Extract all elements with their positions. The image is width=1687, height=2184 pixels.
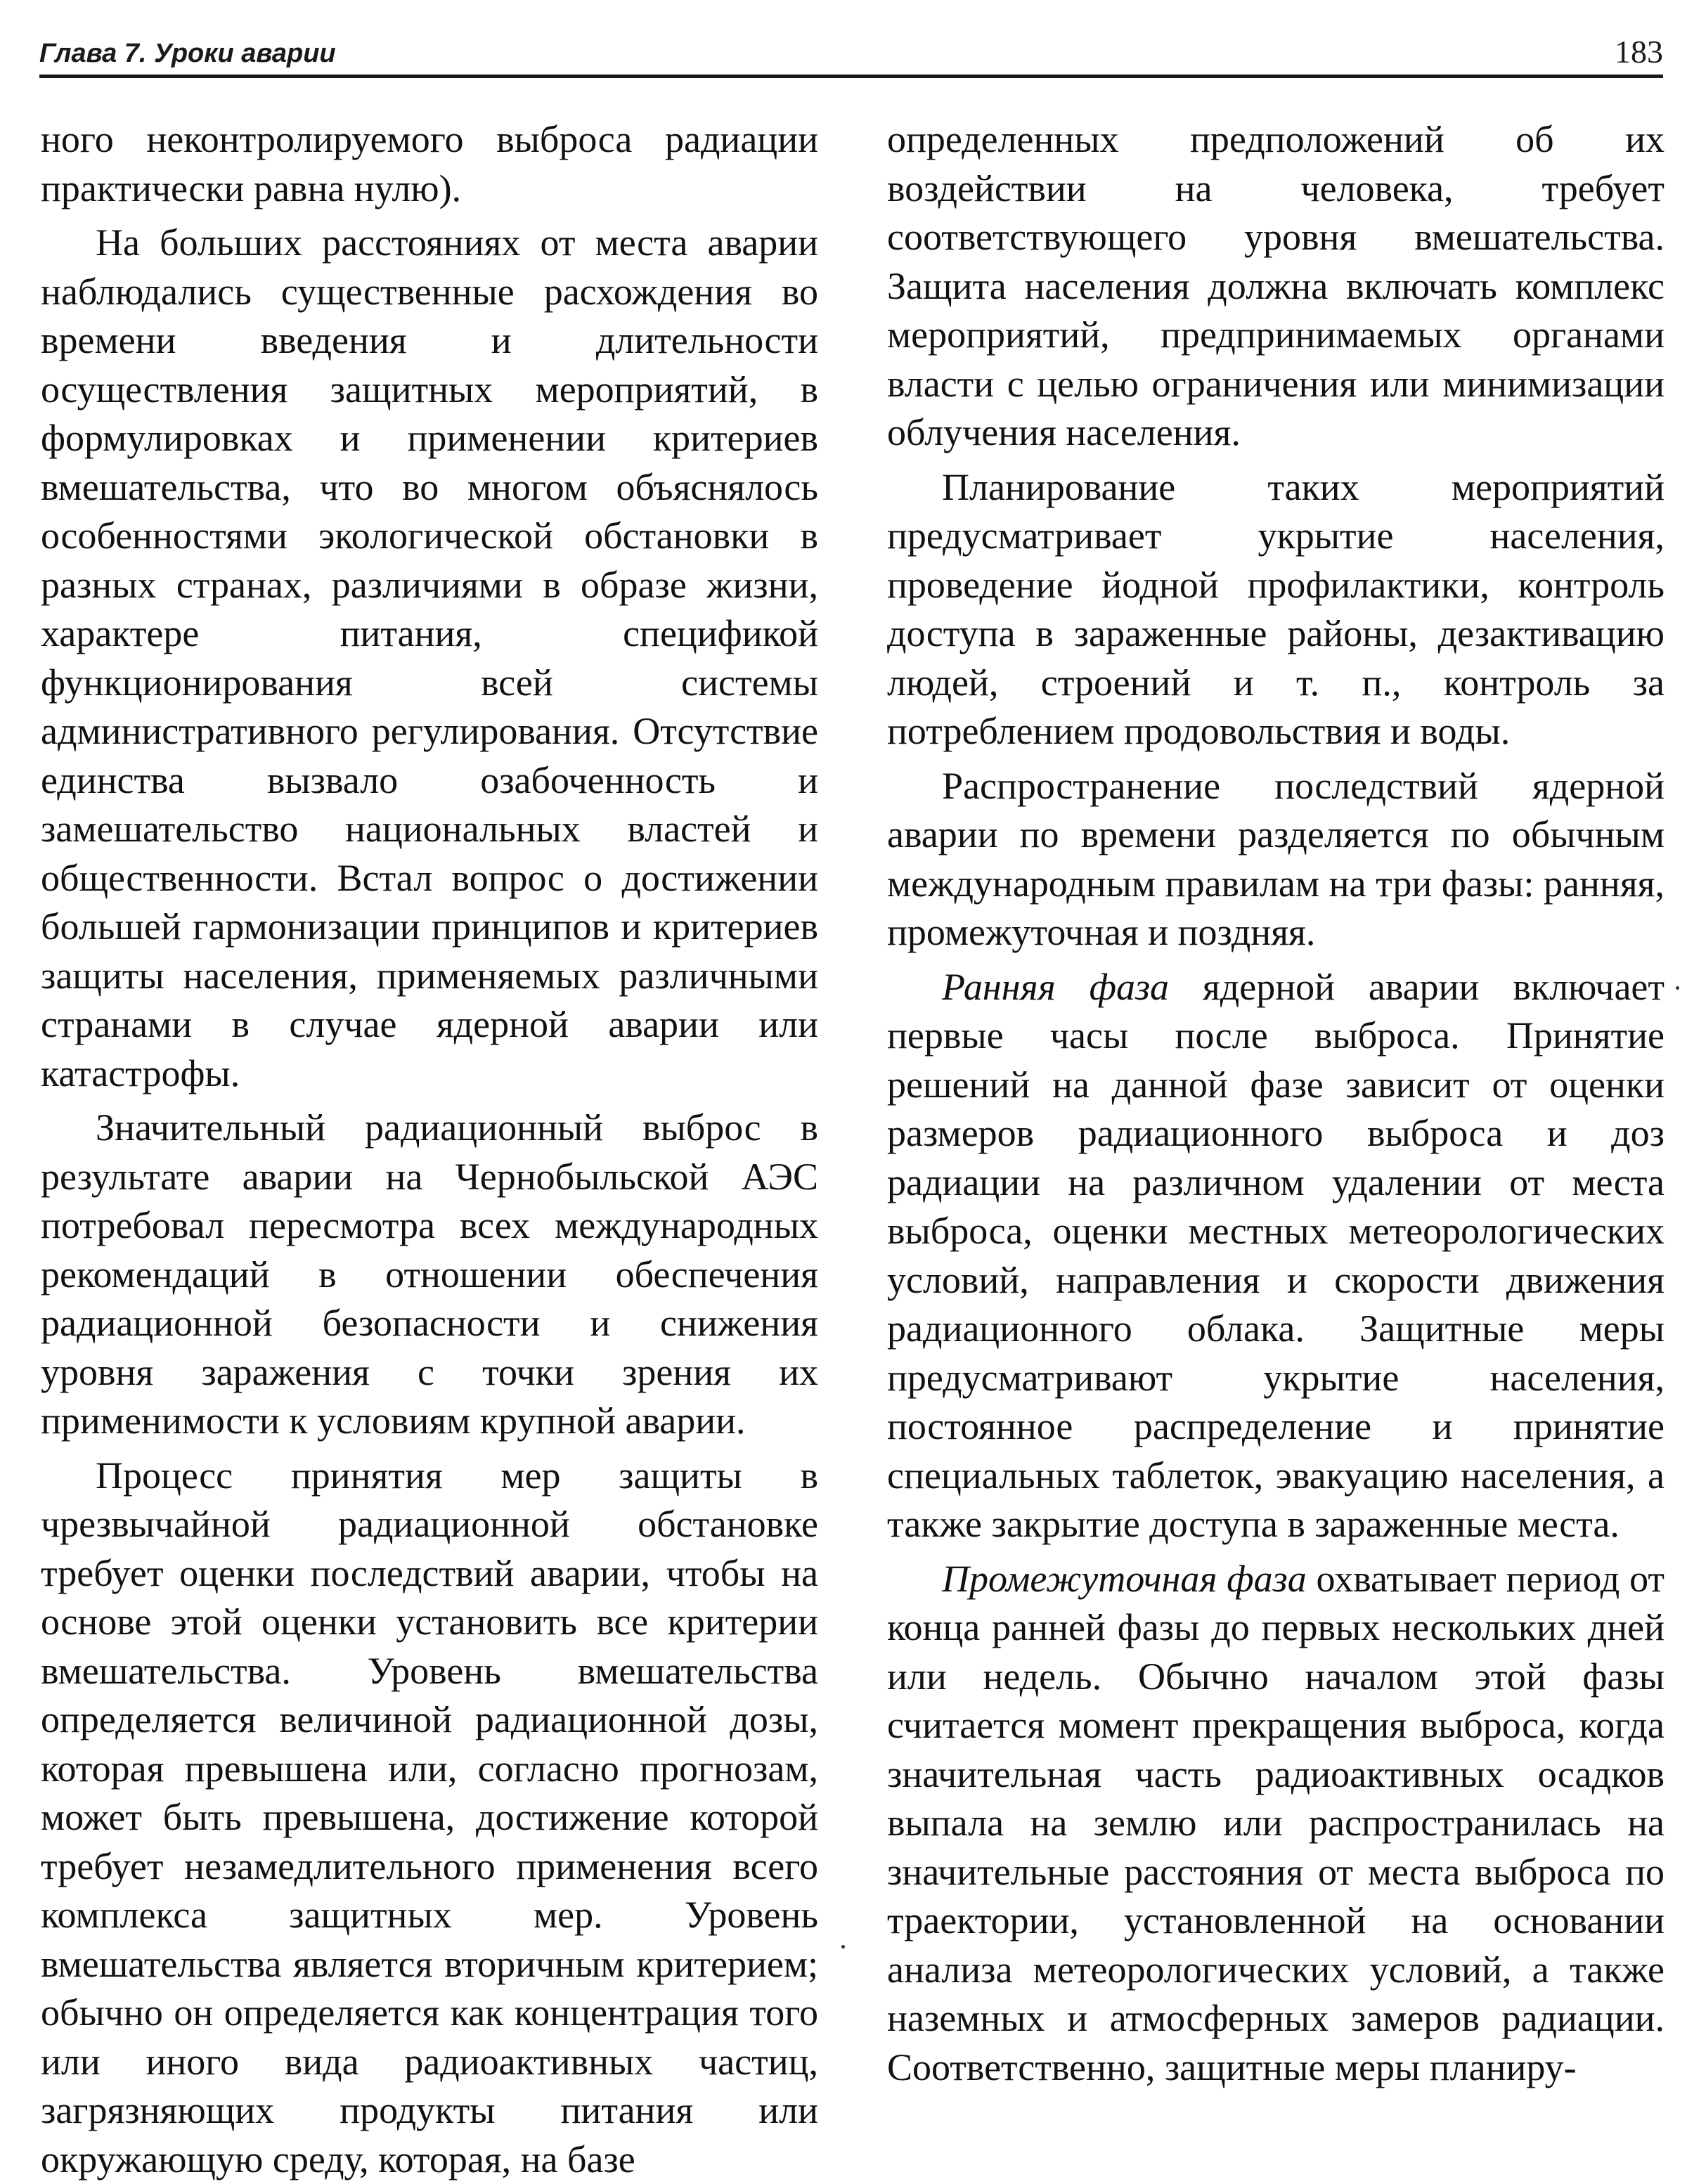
left-column [41,115,818,2184]
paragraph [887,1555,1665,2093]
paragraph: определенных предположений об их воздействии на человека, требует соответствующего уровня вмешательства. Защита населения должна включать комплекс мероприятий, предпринимаемых органами власти с целью ограничения или минимизации облучения населения. [887,115,1665,458]
chapter-title: Глава 7. Уроки аварии [39,39,336,69]
paragraph: Процесс принятия мер защиты в чрезвычайной радиационной обстановке требует оценки последствий аварии, чтобы на основе этой оценки установить все критерии вмешательства. Уровень вмешательства определяется величиной радиационной дозы, которая превышена или, согласно прогнозам, может быть превышена, достижение которой требует незамедлительного применения всего комплекса защитных мер. Уровень вмешательства является вторичным критерием; обычно он определяется как концентрация того или иного вида радиоактивных частиц, загрязняющих продукты питания или окружающую среду, которая, на базе [41,1452,818,2184]
page-number: 183 [1615,33,1663,70]
paragraph: ного неконтролируемого выброса радиации практически равна нулю). [41,115,818,213]
scan-speck [1676,986,1679,990]
paragraph-text: ядерной аварии включает первые часы после выброса. Принятие решений на данной фазе зависит от оценки размеров радиационного выброса и доз радиации на различном удалении от места выброса, оценки местных метеорологических условий, направления и скорости движения радиационного облака. Защитные меры предусматривают укрытие населения, постоянное распределение и принятие специальных таблеток, эвакуацию населения, а также закрытие доступа в зараженные места. [887,966,1665,1546]
paragraph: Планирование таких мероприятий предусматривает укрытие населения, проведение йодной профилактики, контроль доступа в зараженные районы, дезактивацию людей, строений и т. п., контроль за потреблением продовольствия и воды. [887,463,1665,756]
term-intermediate-phase: Промежуточная фаза [942,1558,1307,1600]
paragraph-text: охватывает период от конца ранней фазы до первых нескольких дней или недель. Обычно началом этой фазы считается момент прекращения выброса, когда значительная часть радиоактивных осадков выпала на землю или распространилась на значительные расстояния от места выброса по траектории, установленной на основании анализа метеорологических условий, а также наземных и атмосферных замеров радиации. Соответственно, защитные меры планиру- [887,1558,1665,2088]
paragraph [887,963,1665,1549]
scan-speck [841,1945,845,1949]
term-early-phase: Ранняя фаза [942,966,1169,1008]
paragraph: На больших расстояниях от места аварии наблюдались существенные расхождения во времени введения и длительности осуществления защитных мероприятий, в формулировках и применении критериев вмешательства, что во многом объяснялось особенностями экологической обстановки в разных странах, различиями в образе жизни, характере питания, спецификой функционирования всей системы административного регулирования. Отсутствие единства вызвало озабоченность и замешательство национальных властей и общественности. Встал вопрос о достижении большей гармонизации принципов и критериев защиты населения, применяемых различными странами в случае ядерной аварии или катастрофы. [41,219,818,1098]
header-rule [39,75,1663,78]
right-column [887,115,1665,2092]
paragraph: Распространение последствий ядерной аварии по времени разделяется по обычным международным правилам на три фазы: ранняя, промежуточная и поздняя. [887,762,1665,957]
running-header [39,28,1663,75]
paragraph: Значительный радиационный выброс в результате аварии на Чернобыльской АЭС потребовал пересмотра всех международных рекомендаций в отношении обеспечения радиационной безопасности и снижения уровня заражения с точки зрения их применимости к условиям крупной аварии. [41,1104,818,1446]
